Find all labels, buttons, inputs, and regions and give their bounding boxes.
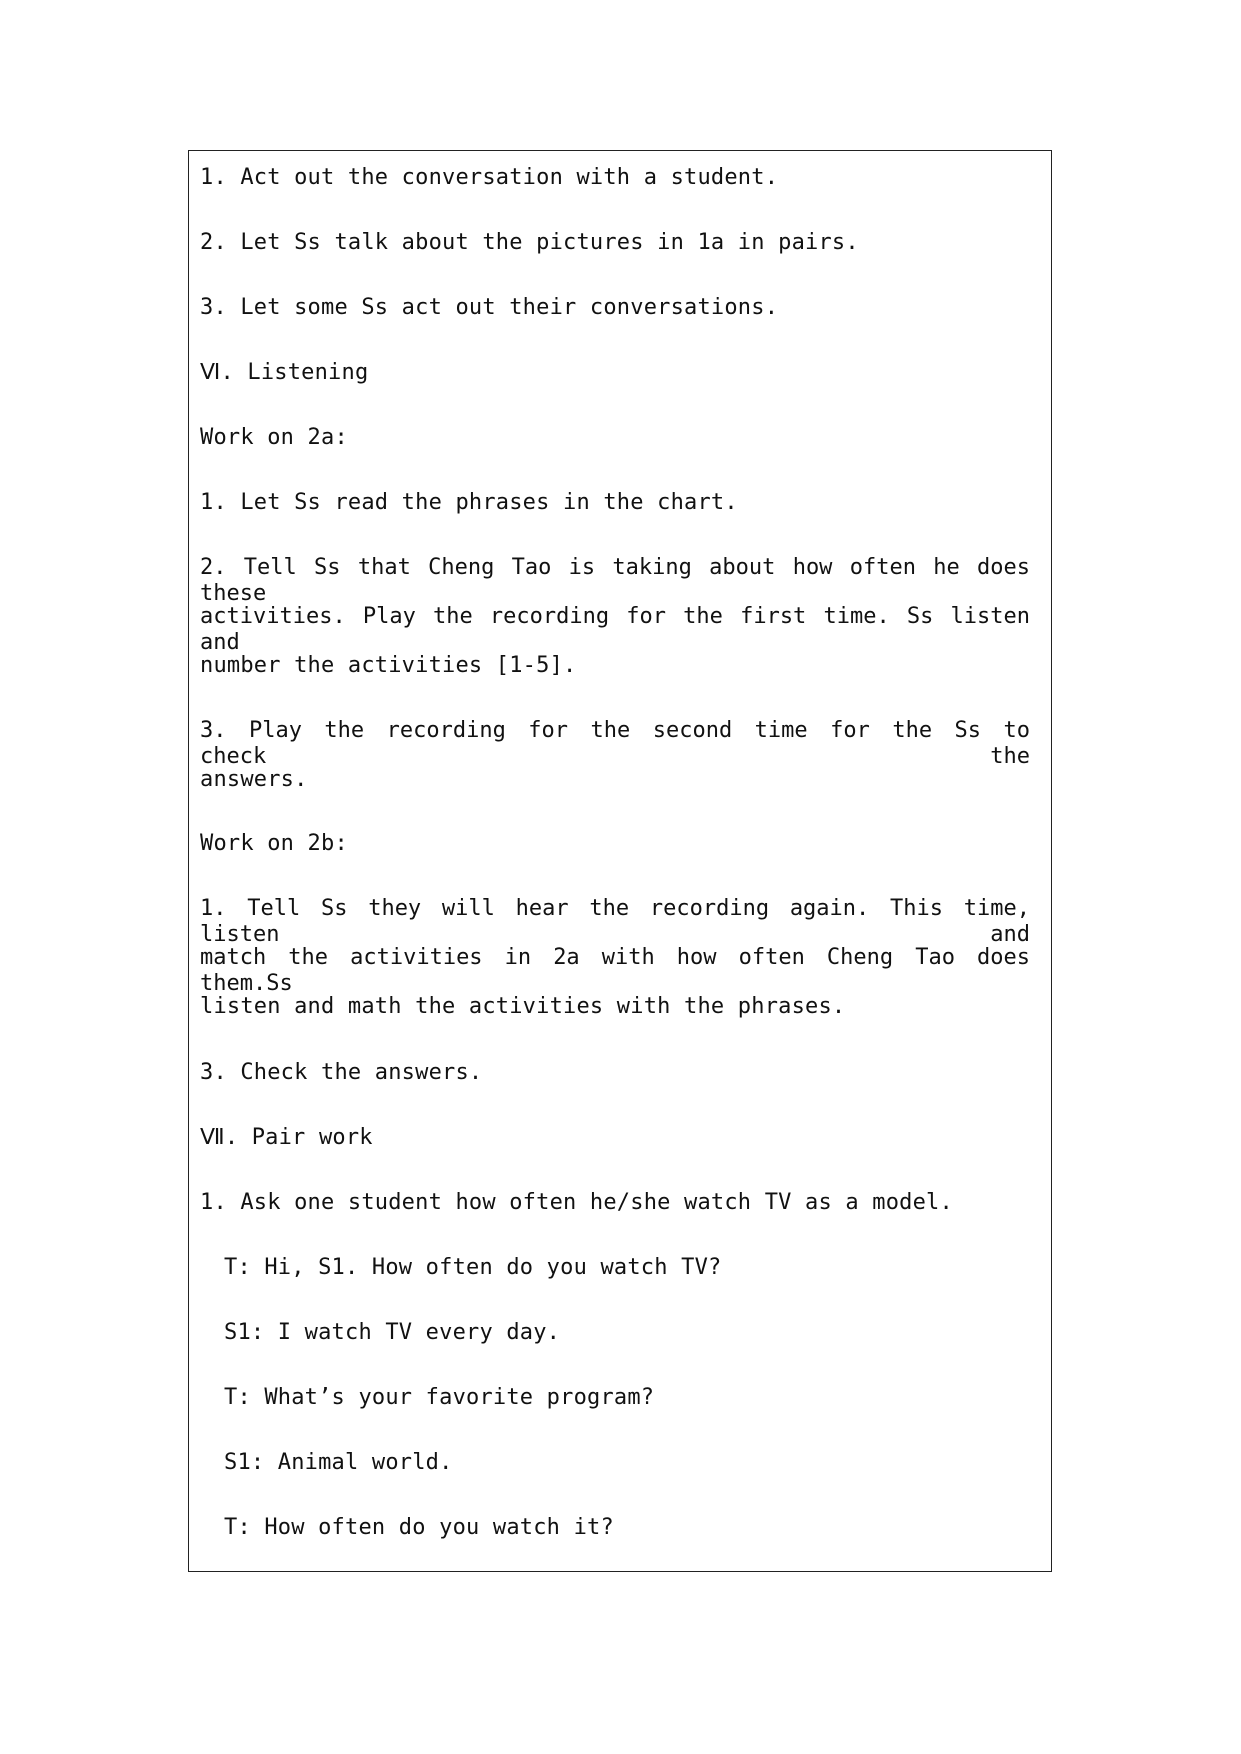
subheading-work-on-2b: Work on 2b: (200, 831, 348, 856)
step-hear-again-line-1: 1. Tell Ss they will hear the recording again. This time, listen and (200, 896, 1030, 947)
dialogue-line: S1: I watch TV every day. (224, 1320, 561, 1345)
step-tell-ss-line-2: activities. Play the recording for the first time. Ss listen and (200, 604, 1030, 655)
dialogue-line: T: What’s your favorite program? (224, 1385, 655, 1410)
step-read-phrases: 1. Let Ss read the phrases in the chart. (200, 490, 738, 515)
step-act-out: 1. Act out the conversation with a student. (200, 165, 779, 190)
dialogue-line: S1: Animal world. (224, 1450, 453, 1475)
step-hear-again-line-3: listen and math the activities with the phrases. (200, 994, 846, 1019)
step-tell-ss-line-3: number the activities [1-5]. (200, 653, 577, 678)
subheading-work-on-2a: Work on 2a: (200, 425, 348, 450)
step-act-conversations: 3. Let some Ss act out their conversations. (200, 295, 779, 320)
step-pictures-pairs: 2. Let Ss talk about the pictures in 1a in pairs. (200, 230, 859, 255)
step-check-answers: 3. Check the answers. (200, 1060, 483, 1085)
step-play-second-line-2: answers. (200, 767, 308, 792)
step-ask-student: 1. Ask one student how often he/she watch TV as a model. (200, 1190, 953, 1215)
lesson-content-box (188, 150, 1052, 1572)
step-play-second-line-1: 3. Play the recording for the second time for the Ss to check the (200, 718, 1030, 769)
step-hear-again-line-2: match the activities in 2a with how often Cheng Tao does them.Ss (200, 945, 1030, 996)
dialogue-line: T: How often do you watch it? (224, 1515, 614, 1540)
section-heading-listening: Ⅵ. Listening (200, 360, 369, 385)
section-heading-pair-work: Ⅶ. Pair work (200, 1125, 373, 1150)
dialogue-line: T: Hi, S1. How often do you watch TV? (224, 1255, 722, 1280)
step-tell-ss-line-1: 2. Tell Ss that Cheng Tao is taking about how often he does these (200, 555, 1030, 606)
